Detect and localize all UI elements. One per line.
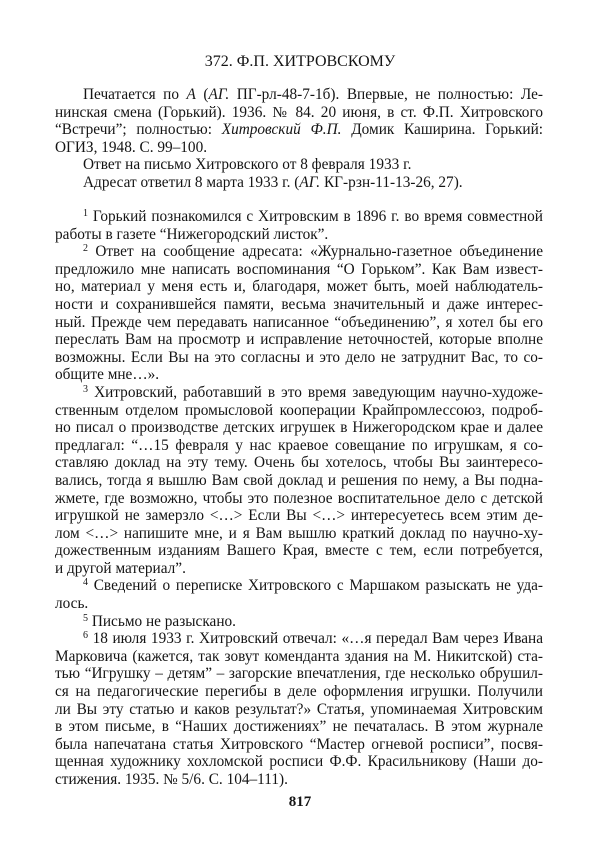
text-segment: ОГИЗ, 1948. С. 99–100. [55, 138, 208, 156]
text-segment: ся на педагогические перегибы в деле оформления игрушки. Получили [55, 683, 543, 701]
text-segment: нинская смена (Горький). 1936. № 84. 20 июня, в ст. Ф.П. Хитровского [55, 103, 543, 121]
text-segment: Хитровский, работавший в это время заведующим научно-художе- [94, 383, 543, 401]
text-line [55, 472, 543, 490]
text-segment: жмете, где возможно, чтобы это полезное воспитательное дело с детской [55, 489, 543, 507]
source-note [55, 86, 543, 192]
footnote-3 [55, 384, 543, 578]
text-line [55, 121, 543, 139]
footnote-6 [55, 630, 543, 788]
text-line [55, 104, 543, 122]
footnote-1 [55, 208, 543, 243]
text-line [55, 86, 543, 104]
text-line [55, 595, 543, 613]
text-segment: переслать Вам на просмотр и исправление неточностей, которые вполне [55, 331, 543, 349]
text-segment: предложило мне написать воспоминания “О Горьком”. Как Вам извест- [55, 260, 543, 278]
italic-text: АГ. [208, 86, 230, 103]
text-line [55, 174, 543, 192]
text-segment: тью “Игрушку – детям” – загорские впечатления, где несколько обрушил- [55, 665, 543, 683]
text-segment: ставляю доклад на эту тему. Очень бы хотелось, чтобы Вы заинтересо- [55, 454, 543, 472]
text-segment: “Встречи”; полностью: [55, 121, 222, 139]
text-segment: общите мне…». [55, 366, 160, 384]
text-segment: лом <…> напишите мне, и я Вам вышлю краткий доклад по научно-ху- [55, 524, 543, 542]
text-segment: ( [195, 86, 209, 103]
italic-text: Хитровский Ф.П. [221, 121, 342, 139]
text-line [55, 683, 543, 701]
text-segment: ности и сохранившейся памяти, весьма значительный и даже интерес- [55, 295, 543, 313]
text-line [55, 577, 543, 595]
text-line [55, 296, 543, 314]
page-number: 817 [288, 794, 312, 810]
text-line [55, 490, 543, 508]
text-line [55, 665, 543, 683]
footnote-number: 6 [83, 630, 88, 642]
text-segment: Печатается по [83, 86, 187, 103]
text-segment: возможны. Если Вы на это согласны и это дело не затруднит Вас, то со- [55, 348, 543, 366]
text-segment: была напечатана статья Хитровского “Мастер огневой росписи”, посвя- [55, 735, 543, 753]
text-line [55, 419, 543, 437]
text-segment: Сведений о переписке Хитровского с Маршаком разыскать не уда- [93, 577, 544, 595]
letter-title: 372. Ф.П. ХИТРОВСКОМУ [204, 53, 396, 70]
italic-text: АГ. [299, 173, 321, 191]
text-segment: и другой материал”. [55, 559, 186, 577]
text-segment: Адресат ответил 8 марта 1933 г. ( [83, 173, 300, 191]
text-segment: 18 июля 1933 г. Хитровский отвечал: «…я передал Вам через Ивана [92, 630, 543, 648]
text-segment: ный. Прежде чем передавать написанное “объединению”, я хотел бы его [55, 313, 543, 331]
text-segment: работы в газете “Нижегородский листок”. [55, 225, 329, 243]
text-line [55, 525, 543, 543]
text-line [55, 718, 543, 736]
footnote-number: 1 [83, 208, 88, 219]
text-segment: Письмо не разыскано. [91, 612, 236, 630]
text-segment: щенная художнику хохломской росписи Ф.Ф. Красильникову (Наши до- [55, 753, 543, 771]
text-line [55, 771, 543, 789]
footnote-number: 5 [83, 612, 88, 624]
text-segment: ли Вы эту статью и каков результат?» Статья, упоминаемая Хитровским [55, 700, 543, 718]
text-line [55, 437, 543, 455]
footnote-number: 2 [83, 243, 88, 255]
text-line [55, 454, 543, 472]
text-line [55, 384, 543, 402]
text-segment: КГ-рзн-11-13-26, 27). [320, 173, 463, 191]
text-segment: предлагал: “…15 февраля у нас краевое совещание по игрушкам, я со- [55, 436, 543, 454]
text-line [55, 753, 543, 771]
text-line [55, 542, 543, 560]
text-segment: Ответ на сообщение адресата: «Журнально-газетное объединение [95, 243, 544, 261]
text-segment: игрушкой не замерзло <…> Если Вы <…> интересуетесь всем этим де- [55, 507, 543, 525]
text-segment: но, материал у меня есть и, благодаря, может быть, моей наблюдатель- [55, 278, 543, 296]
text-line [55, 314, 543, 332]
footnote-2 [55, 243, 543, 384]
text-line [55, 560, 543, 578]
text-segment: ственным отделом промысловой кооперации Крайпромлессоюз, подроб- [55, 401, 543, 419]
text-segment: Домик Каширина. Горький: [341, 121, 544, 139]
text-line [55, 261, 543, 279]
text-line [55, 736, 543, 754]
text-line [55, 701, 543, 719]
footnote-5 [55, 613, 543, 631]
text-line [55, 208, 543, 226]
text-line [55, 366, 543, 384]
text-segment: лось. [55, 595, 89, 613]
text-line [55, 278, 543, 296]
footnote-number: 4 [83, 577, 88, 589]
italic-text: А [186, 86, 196, 103]
text-segment: но писал о производстве детских игрушек в Нижегородском крае и далее [55, 419, 543, 437]
text-segment: Горький познакомился с Хитровским в 1896 г. во время совместной [92, 208, 543, 225]
text-segment: дожественным изданиям Вашего Края, вместе с тем, если потребуется, [55, 542, 543, 560]
text-segment: вались, тогда я вышлю Вам свой доклад и решения по нему, а Вы подна- [55, 471, 543, 489]
text-segment: стижения. 1935. № 5/6. С. 104–111). [55, 771, 288, 788]
text-line [55, 139, 543, 157]
text-line [55, 331, 543, 349]
text-line [55, 402, 543, 420]
text-line [55, 648, 543, 666]
text-line [55, 613, 543, 631]
footnote-4 [55, 577, 543, 612]
text-line [55, 349, 543, 367]
text-segment: Ответ на письмо Хитровского от 8 февраля 1933 г. [83, 156, 412, 174]
footnotes [55, 208, 543, 789]
text-line [55, 507, 543, 525]
text-segment: Марковича (кажется, так зовут коменданта здания на М. Никитской) ста- [55, 647, 543, 665]
text-line [55, 226, 543, 244]
text-line [55, 156, 543, 174]
text-line [55, 243, 543, 261]
footnote-number: 3 [83, 383, 88, 395]
text-line [55, 630, 543, 648]
text-segment: в этом письме, в “Наших достижениях” не печаталась. В этом журнале [55, 718, 543, 736]
text-segment: ПГ-рл-48-7-1б). Впервые, не полностью: Ле- [229, 86, 543, 103]
